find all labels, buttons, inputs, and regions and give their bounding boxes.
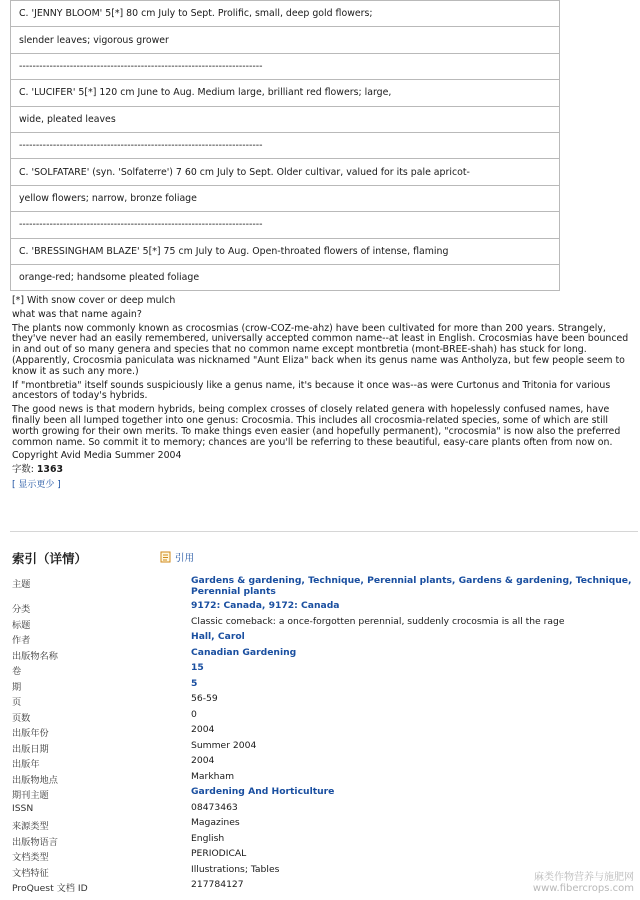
metadata-row (12, 632, 636, 648)
metadata-value: 2004 (191, 755, 215, 766)
cite-button[interactable] (160, 550, 194, 564)
index-title: 索引（详情） (12, 551, 88, 566)
table-cell: C. 'SOLFATARE' (syn. 'Solfaterre') 7 60 cm July to Sept. Older cultivar, valued for its pale apricot- (11, 159, 560, 185)
table-cell: C. 'JENNY BLOOM' 5[*] 80 cm July to Sept. Prolific, small, deep gold flowers; (11, 1, 560, 27)
metadata-label: 期 (12, 681, 22, 693)
metadata-label: 出版年份 (12, 728, 49, 739)
metadata-link[interactable]: 15 (191, 662, 204, 673)
word-count-label: 字数: (12, 464, 34, 476)
metadata-row (12, 756, 636, 772)
table-cell: C. 'BRESSINGHAM BLAZE' 5[*] 75 cm July to Aug. Open-throated flowers of intense, flaming (11, 238, 560, 264)
metadata-value: Classic comeback: a once-forgotten perennial, suddenly crocosmia is all the rage (191, 615, 565, 627)
metadata-label: 分类 (12, 604, 31, 615)
metadata-row (12, 617, 636, 633)
metadata-list (12, 576, 636, 896)
metadata-row (12, 725, 636, 741)
metadata-label: 作者 (12, 635, 31, 646)
metadata-label: 卷 (12, 666, 22, 677)
divider (10, 531, 638, 532)
metadata-row (12, 694, 636, 710)
table-row (11, 264, 560, 290)
metadata-row (12, 663, 636, 679)
metadata-row (12, 648, 636, 664)
word-count-value: 1363 (36, 464, 63, 476)
article-body (12, 296, 634, 491)
metadata-label: 标题 (12, 619, 31, 631)
copyright: Copyright Avid Media Summer 2004 (12, 450, 182, 462)
paragraph-2: If "montbretia" itself sounds suspiciously like a genus name, it's because it once was--as were Curtonus and Tritonia for various ancestors of today's hybrids. (12, 379, 611, 402)
table-row (11, 212, 560, 238)
metadata-label: 主题 (12, 579, 31, 590)
metadata-value: Markham (191, 770, 235, 782)
metadata-label: 期刊主题 (12, 790, 49, 801)
metadata-row (12, 787, 636, 803)
table-row (11, 80, 560, 106)
cite-label: 引用 (175, 553, 195, 564)
metadata-link[interactable]: Hall, Carol (191, 631, 245, 642)
metadata-value: English (191, 832, 225, 844)
metadata-row (12, 576, 636, 601)
table-cell: yellow flowers; narrow, bronze foliage (11, 185, 560, 211)
metadata-row (12, 849, 636, 865)
table-cell: C. 'LUCIFER' 5[*] 120 cm June to Aug. Medium large, brilliant red flowers; large, (11, 80, 560, 106)
table-row (11, 1, 560, 27)
paragraph-1: The plants now commonly known as crocosmias (crow-COZ-me-ahz) have been cultivated for more than 200 years. Strangely, they've never had an easily remembered, universally accepted common name--at least in English. Crocosmias have been bounced in and out of so many genera and species that no common name except montbretia (mont-BREE-shah) has stuck for long. (Apparently, Crocosmia paniculata was nicknamed "Aunt Eliza" back when its genus name was Antholyza, but few people seem to know it as such any more.) (12, 322, 629, 377)
show-less-link[interactable]: 显示更少 (18, 479, 55, 490)
metadata-value: Illustrations; Tables (191, 863, 280, 875)
show-less-toggle: [ 显示更少 ] (12, 479, 61, 490)
metadata-label: ProQuest 文档 ID (12, 883, 88, 894)
table-row (11, 185, 560, 211)
metadata-link[interactable]: 5 (191, 677, 198, 689)
table-cell: wide, pleated leaves (11, 106, 560, 132)
metadata-label: 出版物名称 (12, 650, 58, 662)
word-count (12, 465, 634, 476)
metadata-link[interactable]: Canadian Gardening (191, 646, 297, 658)
metadata-value: 0 (191, 708, 197, 720)
cultivar-table (10, 0, 560, 291)
metadata-label: 出版物地点 (12, 774, 58, 786)
metadata-value: 56-59 (191, 693, 218, 704)
metadata-label: 文档特征 (12, 867, 49, 879)
table-row (11, 238, 560, 264)
table-cell: ------------------------------------------------------------------------ (11, 53, 560, 79)
metadata-row (12, 803, 636, 819)
metadata-row (12, 818, 636, 834)
table-row (11, 106, 560, 132)
metadata-label: 出版年 (12, 759, 40, 770)
metadata-value: 08473463 (191, 801, 238, 813)
metadata-link[interactable]: Gardening And Horticulture (191, 786, 335, 797)
metadata-value: 217784127 (191, 879, 244, 890)
metadata-label: 来源类型 (12, 821, 49, 832)
subhead: what was that name again? (12, 308, 142, 320)
metadata-value: PERIODICAL (191, 848, 247, 859)
metadata-row (12, 679, 636, 695)
watermark: 麻类作物营养与施肥网 www.fibercrops.com (532, 872, 634, 894)
metadata-value: Summer 2004 (191, 739, 257, 751)
paragraph-3: The good news is that modern hybrids, being complex crosses of closely related genera with hopelessly confused names, have finally been all lumped together into one genus: Crocosmia. This includes all crocosmia-related species, some of which are still worth growing for their own merits. To make things even easier (and hopefully permanent), "crocosmia" is now also the preferred common name. So commit it to memory; chances are you'll be referring to these beautiful, easy-care plants often from now on. (12, 404, 621, 448)
metadata-value: Magazines (191, 817, 240, 828)
table-row (11, 132, 560, 158)
metadata-label: 页 (12, 697, 22, 708)
metadata-label: 页数 (12, 712, 31, 724)
table-cell: ------------------------------------------------------------------------ (11, 212, 560, 238)
metadata-row (12, 772, 636, 788)
footnote: [*] With snow cover or deep mulch (12, 295, 176, 306)
metadata-row (12, 710, 636, 726)
metadata-value: 2004 (191, 724, 215, 735)
table-cell: ------------------------------------------------------------------------ (11, 132, 560, 158)
metadata-link[interactable]: Gardens & gardening, Technique, Perennial plants, Gardens & gardening, Technique, Perennial plants (191, 575, 632, 597)
metadata-row (12, 834, 636, 850)
metadata-label: 出版日期 (12, 743, 49, 755)
metadata-label: 出版物语言 (12, 836, 58, 848)
table-cell: orange-red; handsome pleated foliage (11, 264, 560, 290)
metadata-link[interactable]: 9172: Canada, 9172: Canada (191, 600, 340, 611)
cite-icon (160, 551, 171, 563)
table-row (11, 53, 560, 79)
table-row (11, 27, 560, 53)
table-cell: slender leaves; vigorous grower (11, 27, 560, 53)
table-row (11, 159, 560, 185)
metadata-row (12, 601, 636, 617)
metadata-label: 文档类型 (12, 852, 49, 863)
metadata-label: ISSN (12, 802, 34, 814)
metadata-row (12, 741, 636, 757)
